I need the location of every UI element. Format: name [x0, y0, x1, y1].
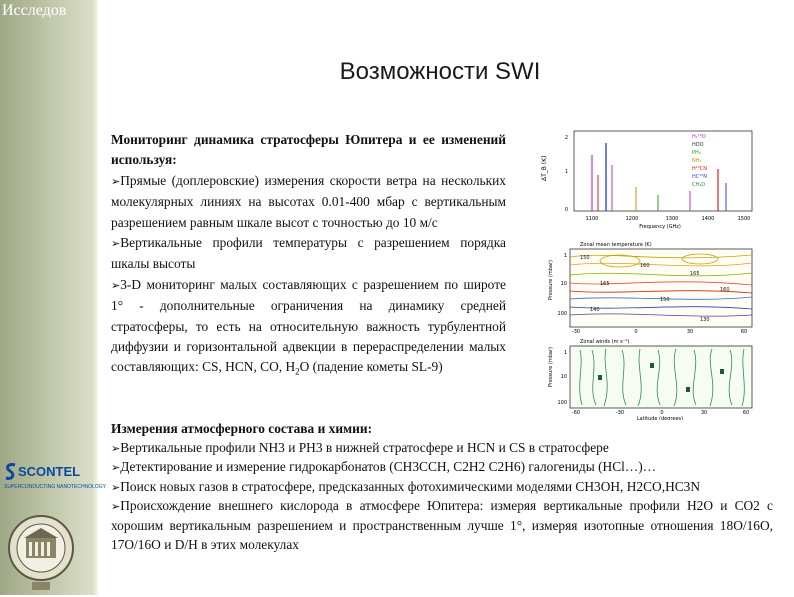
wind-xtick: 0 [660, 410, 664, 416]
spectrum-panel [541, 131, 752, 230]
contour-label: 160 [720, 287, 730, 293]
contour-label: 165 [600, 281, 610, 287]
atmosphere-item [111, 497, 773, 554]
intro-heading: Мониторинг динамика стратосферы Юпитера и ее изменений используя: [111, 132, 506, 168]
spectrum-xtick: 1200 [625, 216, 639, 222]
intro-section [111, 130, 506, 383]
arrow-bullet-icon: ➢ [111, 461, 121, 475]
intro-item-text: 3-D мониторинг малых составляющих с разрешением по широте 1° - дополнительные ограничения на динамику средней стратосферы, то есть на относительную важность турбулентной диффузии и горизонтальной адвекции в перераспределении малых составляющих: CS, HCN, CO, [111, 276, 506, 375]
h2o-h: H [285, 359, 296, 375]
scontel-logo [4, 462, 106, 496]
arrow-bullet-icon: ➢ [111, 174, 121, 188]
wind-ytick: 100 [557, 400, 567, 406]
legend-entry: CH₃D [692, 182, 706, 188]
spectrum-xtick: 1100 [585, 216, 599, 222]
mpgu-logo [6, 508, 76, 592]
spectrum-ytick: 0 [564, 207, 568, 213]
wind-panel [548, 339, 752, 420]
wind-xtick: -30 [615, 410, 625, 416]
h2o-subscript: 2 [295, 367, 300, 378]
atmosphere-item-text: Детектирование и измерение гидрокарбонатов (CH3CCH, C2H2 C2H6) галогениды (HCl…)… [120, 459, 657, 475]
spectrum-xlabel: Frequency (GHz) [639, 224, 681, 230]
temperature-ytick: 100 [557, 311, 567, 317]
spectrum-frame [574, 131, 752, 211]
wind-marker [686, 387, 690, 392]
spectrum-ytick: 1 [564, 169, 568, 175]
temperature-xtick: 0 [634, 329, 638, 335]
legend-entry: H¹³CN [692, 166, 707, 172]
contour-label: 130 [700, 317, 710, 323]
scontel-swirl-icon [4, 462, 18, 482]
intro-item-text: Прямые (доплеровские) измерения скорости ветра на нескольких молекулярных линиях на высотах 0.01-400 мбар с вертикальным разрешением равным шкале высот с точностью до 10 м/с [111, 172, 506, 230]
atmosphere-item [111, 458, 773, 478]
intro-item [111, 233, 506, 275]
contour-label: 150 [580, 255, 590, 261]
mpgu-seal-icon [6, 508, 76, 592]
legend-entry: HC¹⁵N [692, 174, 707, 180]
legend-entry: NH₃ [692, 158, 702, 164]
atmosphere-item-text: Происхождение внешнего кислорода в атмосфере Юпитера: измеряя вертикальные профили H2O и CO2 с хорошим вертикальным разрешением и пространственным лучше 1°, измеряя изотопные отношения 18O/16O, 17O/16O и D/H в этих молекулах [111, 498, 773, 552]
wind-ylabel: Pressure (mbar) [548, 346, 554, 387]
temperature-xtick: -30 [571, 329, 581, 335]
arrow-bullet-icon: ➢ [111, 500, 121, 514]
wind-xtick: 60 [742, 410, 750, 416]
atmosphere-item-text: Вертикальные профили NH3 и PH3 в нижней стратосфере и HCN и CS в стратосфере [120, 439, 609, 455]
legend-entry: H₂¹⁸O [692, 134, 706, 140]
atmosphere-item [111, 439, 773, 459]
spectrum-xtick: 1400 [701, 216, 715, 222]
contour-label: 160 [640, 263, 650, 269]
wind-ytick: 10 [560, 374, 567, 380]
sidebar-top-text: Исследов [2, 2, 67, 19]
wind-ytick: 1 [563, 350, 567, 356]
sidebar-divider [92, 0, 98, 595]
temperature-panel [548, 242, 752, 335]
temperature-xtick: 60 [740, 329, 748, 335]
legend-entry: HDO [692, 142, 704, 148]
atmosphere-item [111, 478, 773, 498]
temperature-title: Zonal mean temperature (K) [580, 242, 652, 248]
arrow-bullet-icon: ➢ [111, 480, 121, 494]
wind-frame [570, 346, 752, 408]
intro-item [111, 171, 506, 233]
arrow-bullet-icon: ➢ [111, 441, 121, 455]
legend-entry: PH₃ [692, 150, 701, 156]
intro-item-text: Вертикальные профили температуры с разрешением порядка шкалы высоты [111, 235, 506, 272]
wind-xtick: -60 [571, 410, 581, 416]
arrow-bullet-icon: ➢ [111, 237, 121, 251]
page-title: Возможности SWI [339, 58, 541, 85]
wind-marker [650, 363, 654, 368]
wind-title: Zonal winds (m s⁻¹) [580, 339, 630, 345]
scontel-logo-name: SCONTEL [18, 464, 81, 479]
contour-label: 165 [690, 271, 700, 277]
contour-label: 140 [590, 307, 600, 313]
temperature-ylabel: Pressure (mbar) [548, 259, 554, 300]
wind-xlabel: Latitude (degrees) [636, 416, 684, 420]
atmosphere-section [111, 420, 773, 554]
wind-marker [720, 369, 724, 374]
atmosphere-item-text: Поиск новых газов в стратосфере, предсказанных фотохимическими моделями CH3OH, H2CO,HC3N [120, 478, 701, 494]
intro-item [111, 275, 506, 383]
spectrum-ytick: 2 [564, 135, 568, 141]
science-figure [540, 125, 760, 420]
temperature-ytick: 10 [560, 281, 567, 287]
temperature-xtick: 30 [686, 329, 694, 335]
contour-label: 150 [660, 297, 670, 303]
scontel-logo-subtitle: SUPERCONDUCTING NANOTECHNOLOGY [4, 484, 106, 490]
wind-marker [598, 375, 602, 380]
atmosphere-heading: Измерения атмосферного состава и химии: [111, 421, 373, 436]
spectrum-ylabel: ΔT_B (K) [541, 155, 548, 181]
intro-item-tail: O (падение кометы SL-9) [299, 359, 443, 375]
spectrum-xtick: 1300 [665, 216, 679, 222]
wind-xtick: 30 [700, 410, 708, 416]
sidebar-decoration [0, 0, 98, 595]
arrow-bullet-icon: ➢ [111, 278, 121, 292]
spectrum-xtick: 1500 [737, 216, 751, 222]
temperature-ytick: 1 [563, 253, 567, 259]
